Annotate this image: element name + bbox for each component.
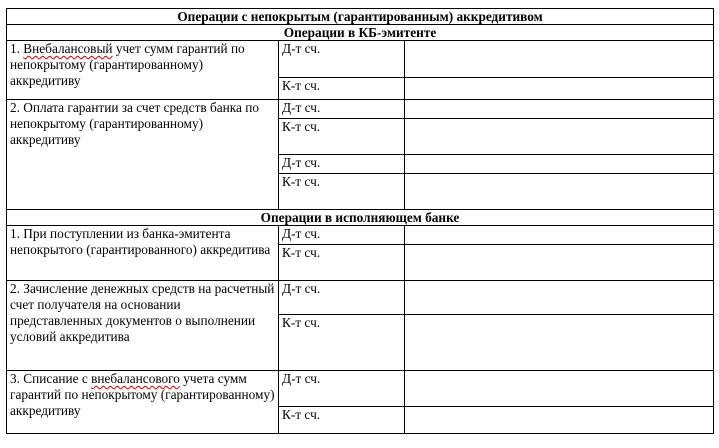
- credit-account-label: К-т сч.: [279, 78, 405, 100]
- credit-account-label: К-т сч.: [279, 174, 405, 210]
- account-number-cell[interactable]: [405, 41, 714, 78]
- operation-description: [7, 100, 279, 210]
- debit-account-label: Д-т сч.: [279, 155, 405, 174]
- operation-entry-row: [7, 281, 714, 315]
- credit-account-label: К-т сч.: [279, 245, 405, 281]
- credit-account-label: К-т сч.: [279, 407, 405, 434]
- account-number-cell[interactable]: [405, 281, 714, 315]
- operation-text: 1. При поступлении из банка-эмитента непокрытого (гарантированного) аккредитива: [10, 226, 271, 257]
- operation-text-prefix: 3. Списание с: [10, 371, 92, 386]
- debit-account-label: Д-т сч.: [279, 41, 405, 78]
- account-number-cell[interactable]: [405, 119, 714, 155]
- section-heading: Операции в исполняющем банке: [7, 210, 714, 226]
- debit-account-label: Д-т сч.: [279, 100, 405, 119]
- spellcheck-flagged-word: Внебалансовый: [23, 41, 113, 56]
- section-heading-row: [7, 210, 714, 226]
- operation-description: [7, 41, 279, 100]
- operation-text: 2. Зачисление денежных средств на расчетный счет получателя на основании представленных документов о выполнении условий аккредитива: [10, 281, 275, 344]
- operation-text: учета сумм гарантий по непокрытому (гарантированному) аккредитиву: [10, 371, 275, 418]
- operation-text-prefix: 1.: [10, 41, 24, 56]
- table-title-row: [7, 9, 714, 25]
- operation-description: [7, 226, 279, 281]
- operation-entry-row: [7, 100, 714, 119]
- account-number-cell[interactable]: [405, 407, 714, 434]
- operation-text: учет сумм гарантий по непокрытому (гарантированному) аккредитиву: [10, 41, 245, 88]
- account-number-cell[interactable]: [405, 174, 714, 210]
- account-number-cell[interactable]: [405, 371, 714, 407]
- credit-account-label: К-т сч.: [279, 315, 405, 371]
- section-heading: Операции в КБ-эмитенте: [7, 25, 714, 41]
- operation-entry-row: [7, 371, 714, 407]
- credit-letter-operations-table: [6, 8, 714, 434]
- credit-account-label: К-т сч.: [279, 119, 405, 155]
- operation-description: [7, 281, 279, 371]
- operation-description: [7, 371, 279, 434]
- account-number-cell[interactable]: [405, 78, 714, 100]
- operation-text: 2. Оплата гарантии за счет средств банка по непокрытому (гарантированному) аккредитиву: [10, 100, 260, 147]
- account-number-cell[interactable]: [405, 245, 714, 281]
- account-number-cell[interactable]: [405, 315, 714, 371]
- table-title: Операции с непокрытым (гарантированным) аккредитивом: [7, 9, 714, 25]
- account-number-cell[interactable]: [405, 100, 714, 119]
- section-heading-row: [7, 25, 714, 41]
- account-number-cell[interactable]: [405, 155, 714, 174]
- debit-account-label: Д-т сч.: [279, 281, 405, 315]
- debit-account-label: Д-т сч.: [279, 371, 405, 407]
- operation-entry-row: [7, 226, 714, 245]
- operation-entry-row: [7, 41, 714, 78]
- account-number-cell[interactable]: [405, 226, 714, 245]
- debit-account-label: Д-т сч.: [279, 226, 405, 245]
- spellcheck-flagged-word: внебалансового: [91, 371, 180, 386]
